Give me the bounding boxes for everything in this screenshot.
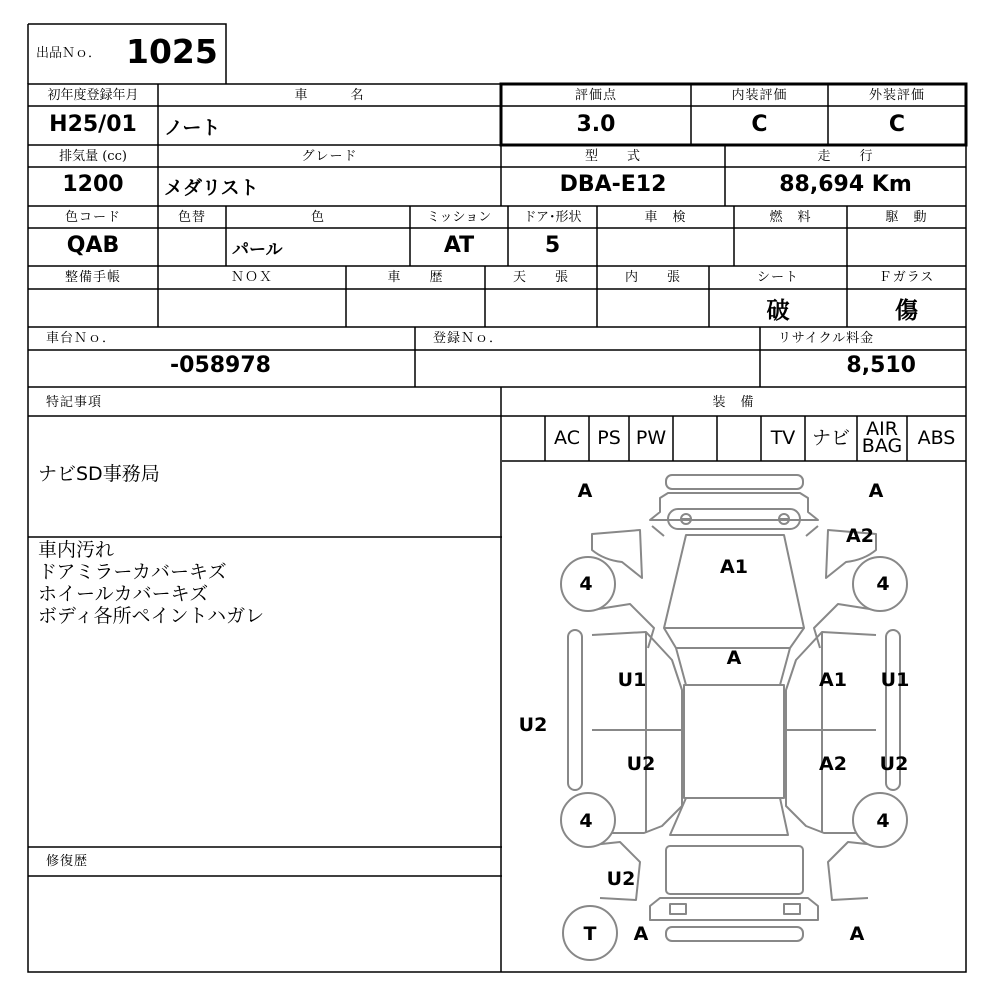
chassis-label: 車台Ｎｏ． <box>46 331 117 346</box>
interior-label: 内装評価 <box>731 88 788 103</box>
color-value: パール <box>232 240 283 260</box>
doors-value: 5 <box>544 233 561 258</box>
displacement-label: 排気量 (cc) <box>59 149 127 164</box>
mileage-label: 走 行 <box>817 149 874 164</box>
mileage-value: 88,694 Km <box>779 172 912 197</box>
front-glass-cell <box>847 289 966 327</box>
nox-cell <box>158 289 346 327</box>
damage-mark-right-sill: U1 <box>880 669 910 691</box>
reg-date-label: 初年度登録年月 <box>47 88 139 103</box>
color-code-label: 色コード <box>64 210 121 225</box>
equipment-item <box>717 416 761 460</box>
car-history-cell <box>346 289 485 327</box>
color-code-value: QAB <box>66 233 120 258</box>
drive-label: 駆 動 <box>885 210 928 225</box>
ceiling-cell <box>485 289 597 327</box>
damage-mark-front-right: A <box>868 480 884 502</box>
recycle-fee-value: 8,510 <box>846 353 916 378</box>
seat-label: シート <box>756 270 799 285</box>
equipment-item-ac: AC <box>554 426 580 449</box>
inspection-cell <box>597 228 734 266</box>
seat-value: 破 <box>766 298 790 324</box>
damage-mark-right-front-door: A1 <box>819 669 847 691</box>
damage-mark-rear-left: A <box>633 923 649 945</box>
transmission-value: AT <box>443 233 475 258</box>
damage-mark-left-rear-door: U2 <box>626 753 656 775</box>
service-book-label: 整備手帳 <box>64 270 121 285</box>
equipment-item <box>501 416 545 460</box>
nox-label: ＮＯＸ <box>230 270 273 285</box>
lining-cell <box>597 289 709 327</box>
reg-date-value: H25/01 <box>49 112 137 137</box>
fuel-cell <box>734 228 847 266</box>
grade-label: グレード <box>301 149 358 164</box>
transmission-label: ミッション <box>426 210 492 225</box>
recycle-fee-cell <box>760 350 966 387</box>
exterior-label: 外装評価 <box>868 88 925 103</box>
damage-mark-spare-tire: T <box>583 923 597 945</box>
damage-mark-rear-right: A <box>849 923 865 945</box>
repair-history-label: 修復歴 <box>46 854 89 869</box>
remarks-note: ホイールカバーキズ <box>38 583 209 605</box>
score-cell <box>501 106 691 145</box>
exterior-cell <box>828 106 966 145</box>
chassis-cell <box>28 350 415 387</box>
lot-number-label: 出品Ｎｏ． <box>36 46 102 61</box>
transmission-cell <box>410 228 508 266</box>
repaint-label: 色替 <box>177 210 206 225</box>
service-book-cell <box>28 289 158 327</box>
damage-mark-right-rear-sill: U2 <box>879 753 909 775</box>
model-value: DBA-E12 <box>559 172 667 197</box>
model-label: 型 式 <box>584 149 641 164</box>
lining-label: 内 張 <box>624 270 681 285</box>
interior-cell <box>691 106 828 145</box>
equipment-item-pw: PW <box>635 426 667 449</box>
grade-cell <box>158 167 501 206</box>
damage-mark-front-left-wheel: 4 <box>579 573 593 595</box>
remarks-note: ドアミラーカバーキズ <box>38 561 227 583</box>
doors-cell <box>508 228 597 266</box>
lot-number-value: 1025 <box>126 32 218 71</box>
damage-mark-rear-left-wheel: 4 <box>579 810 593 832</box>
damage-mark-windshield: A <box>726 647 742 669</box>
remarks-note: 車内汚れ <box>38 539 115 561</box>
color-label: 色 <box>310 210 325 225</box>
car-history-label: 車 歴 <box>387 270 444 285</box>
mileage-cell <box>725 167 966 206</box>
remarks-notes-box <box>28 537 501 847</box>
remarks-box <box>28 416 501 537</box>
color-code-cell <box>28 228 158 266</box>
interior-value: C <box>751 112 768 137</box>
front-glass-label: Ｆガラス <box>878 270 935 285</box>
damage-mark-rear-right-wheel: 4 <box>876 810 890 832</box>
doors-label: ドア･形状 <box>523 210 582 225</box>
seat-cell <box>709 289 847 327</box>
registration-label: 登録Ｎｏ． <box>433 331 504 346</box>
equipment-row <box>501 416 966 461</box>
remarks-note: ボディ各所ペイントハガレ <box>38 605 265 627</box>
repaint-cell <box>158 228 226 266</box>
damage-mark-left-sill: U2 <box>518 714 548 736</box>
repair-history-box <box>28 876 501 972</box>
score-value: 3.0 <box>576 112 616 137</box>
damage-mark-left-front-door: U1 <box>617 669 647 691</box>
damage-mark-hood: A1 <box>720 556 748 578</box>
damage-mark-front-right-wheel: 4 <box>876 573 890 595</box>
car-name-label: 車 名 <box>294 88 365 103</box>
damage-mark-left-quarter: U2 <box>606 868 636 890</box>
damage-mark-front-left: A <box>577 480 593 502</box>
front-glass-value: 傷 <box>895 298 918 324</box>
color-cell <box>226 228 410 266</box>
inspection-label: 車 検 <box>644 210 687 225</box>
recycle-fee-label: リサイクル料金 <box>778 331 875 346</box>
car-name-value: ノート <box>164 117 221 139</box>
equipment-item-tv: TV <box>770 426 796 449</box>
damage-mark-right-rear-door: A2 <box>819 753 847 775</box>
score-label: 評価点 <box>574 88 617 103</box>
equipment-item-navi: ナビ <box>811 426 850 449</box>
equipment-label: 装 備 <box>712 395 755 410</box>
exterior-value: C <box>888 112 906 137</box>
displacement-value: 1200 <box>62 172 124 197</box>
reg-date-cell <box>28 106 158 145</box>
fuel-label: 燃 料 <box>769 210 812 225</box>
chassis-value: -058978 <box>170 353 271 378</box>
ceiling-label: 天 張 <box>512 270 569 285</box>
grade-value: メダリスト <box>164 177 259 199</box>
car-damage-diagram <box>501 461 966 972</box>
equipment-item-ps: PS <box>597 426 621 449</box>
registration-cell <box>415 350 760 387</box>
remarks-line: ナビSD事務局 <box>38 463 160 485</box>
drive-cell <box>847 228 966 266</box>
damage-mark-right-fender: A2 <box>846 525 874 547</box>
equipment-item <box>673 416 717 460</box>
model-cell <box>501 167 725 206</box>
remarks-label: 特記事項 <box>46 395 103 410</box>
car-name-cell <box>158 106 501 145</box>
lot-number-box <box>28 24 226 84</box>
displacement-cell <box>28 167 158 206</box>
equipment-item-abs: ABS <box>917 426 956 449</box>
equipment-item-airbag: AIR BAG <box>861 418 903 457</box>
